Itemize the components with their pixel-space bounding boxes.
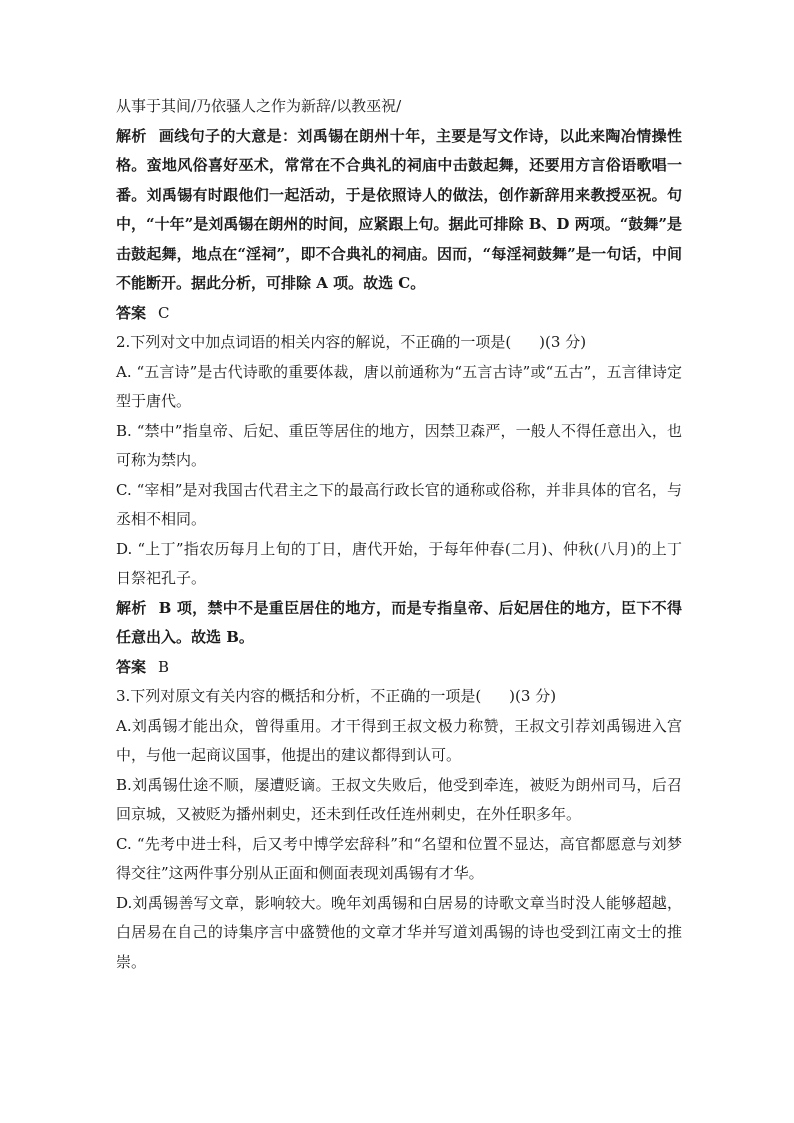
q1-answer-value: C <box>158 303 170 322</box>
q2-option-c: C. “宰相”是对我国古代君主之下的最高行政长官的通称或俗称，并非具体的官名，与丞相不相同。 <box>116 480 682 528</box>
q3-stem <box>116 682 682 712</box>
q2-answer-value: B <box>158 657 170 676</box>
q2-stem <box>116 328 682 358</box>
q3-option-c: C. “先考中进士科，后又考中博学宏辞科”和“名望和位置不显达，高官都愿意与刘梦得交往”这两件事分别从正面和侧面表现刘禹锡有才华。 <box>116 834 682 882</box>
q2-option-b: B. “禁中”指皇帝、后妃、重臣等居住的地方，因禁卫森严，一般人不得任意出入，也可称为禁内。 <box>116 421 682 469</box>
q2-option-a: A. “五言诗”是古代诗歌的重要体裁，唐以前通称为“五言古诗”或“五古”，五言律诗定型于唐代。 <box>116 362 682 410</box>
q2-answer <box>116 653 682 683</box>
q3-option-b: B.刘禹锡仕途不顺，屡遭贬谪。王叔文失败后，他受到牵连，被贬为朗州司马，后召回京城，又被贬为播州刺史，还未到任改任连州刺史，在外任职多年。 <box>116 775 682 823</box>
document-page <box>116 92 682 977</box>
q1-answer-label: 答案 <box>116 303 147 322</box>
q1-analysis <box>116 122 682 299</box>
q3-option-d: D.刘禹锡善写文章，影响较大。晚年刘禹锡和白居易的诗歌文章当时没人能够超越，白居易在自己的诗集序言中盛赞他的文章才华并写道刘禹锡的诗也受到江南文士的推崇。 <box>116 893 682 971</box>
q2-analysis-label: 解析 <box>116 598 147 617</box>
q2-stem-score: )(3 分) <box>539 333 587 351</box>
q2-analysis-text: B 项，禁中不是重臣居住的地方，而是专指皇帝、后妃居住的地方，臣下不得任意出入。故选 B。 <box>116 598 682 646</box>
q2-stem-text: 2.下列对文中加点词语的相关内容的解说，不正确的一项是( <box>116 333 512 351</box>
text-line-top: 从事于其间/乃依骚人之作为新辞/以教巫祝/ <box>116 97 402 115</box>
q3-option-a: A.刘禹锡才能出众，曾得重用。才干得到王叔文极力称赞，王叔文引荐刘禹锡进入宫中，与他一起商议国事，他提出的建议都得到认可。 <box>116 716 682 764</box>
q2-analysis <box>116 594 682 653</box>
q3-stem-score: )(3 分) <box>509 687 557 705</box>
q1-analysis-label: 解析 <box>116 126 147 145</box>
q2-option-d: D. “上丁”指农历每月上旬的丁日，唐代开始，于每年仲春(二月)、仲秋(八月)的上丁日祭祀孔子。 <box>116 539 682 587</box>
q1-answer <box>116 299 682 329</box>
q3-stem-text: 3.下列对原文有关内容的概括和分析，不正确的一项是( <box>116 687 482 705</box>
q1-analysis-text: 画线句子的大意是：刘禹锡在朗州十年，主要是写文作诗，以此来陶冶情操性格。蛮地风俗喜好巫术，常常在不合典礼的祠庙中击鼓起舞，还要用方言俗语歌唱一番。刘禹锡有时跟他们一起活动，于是依照诗人的做法，创作新辞用来教授巫祝。句中，“十年”是刘禹锡在朗州的时间，应紧跟上句。据此可排除 B、D 两项。“鼓舞”是击鼓起舞，地点在“淫祠”，即不合典礼的祠庙。因而，“每淫祠鼓舞”是一句话，中间不能断开。据此分析，可排除 A 项。故选 C。 <box>116 126 682 292</box>
q2-answer-label: 答案 <box>116 657 147 676</box>
